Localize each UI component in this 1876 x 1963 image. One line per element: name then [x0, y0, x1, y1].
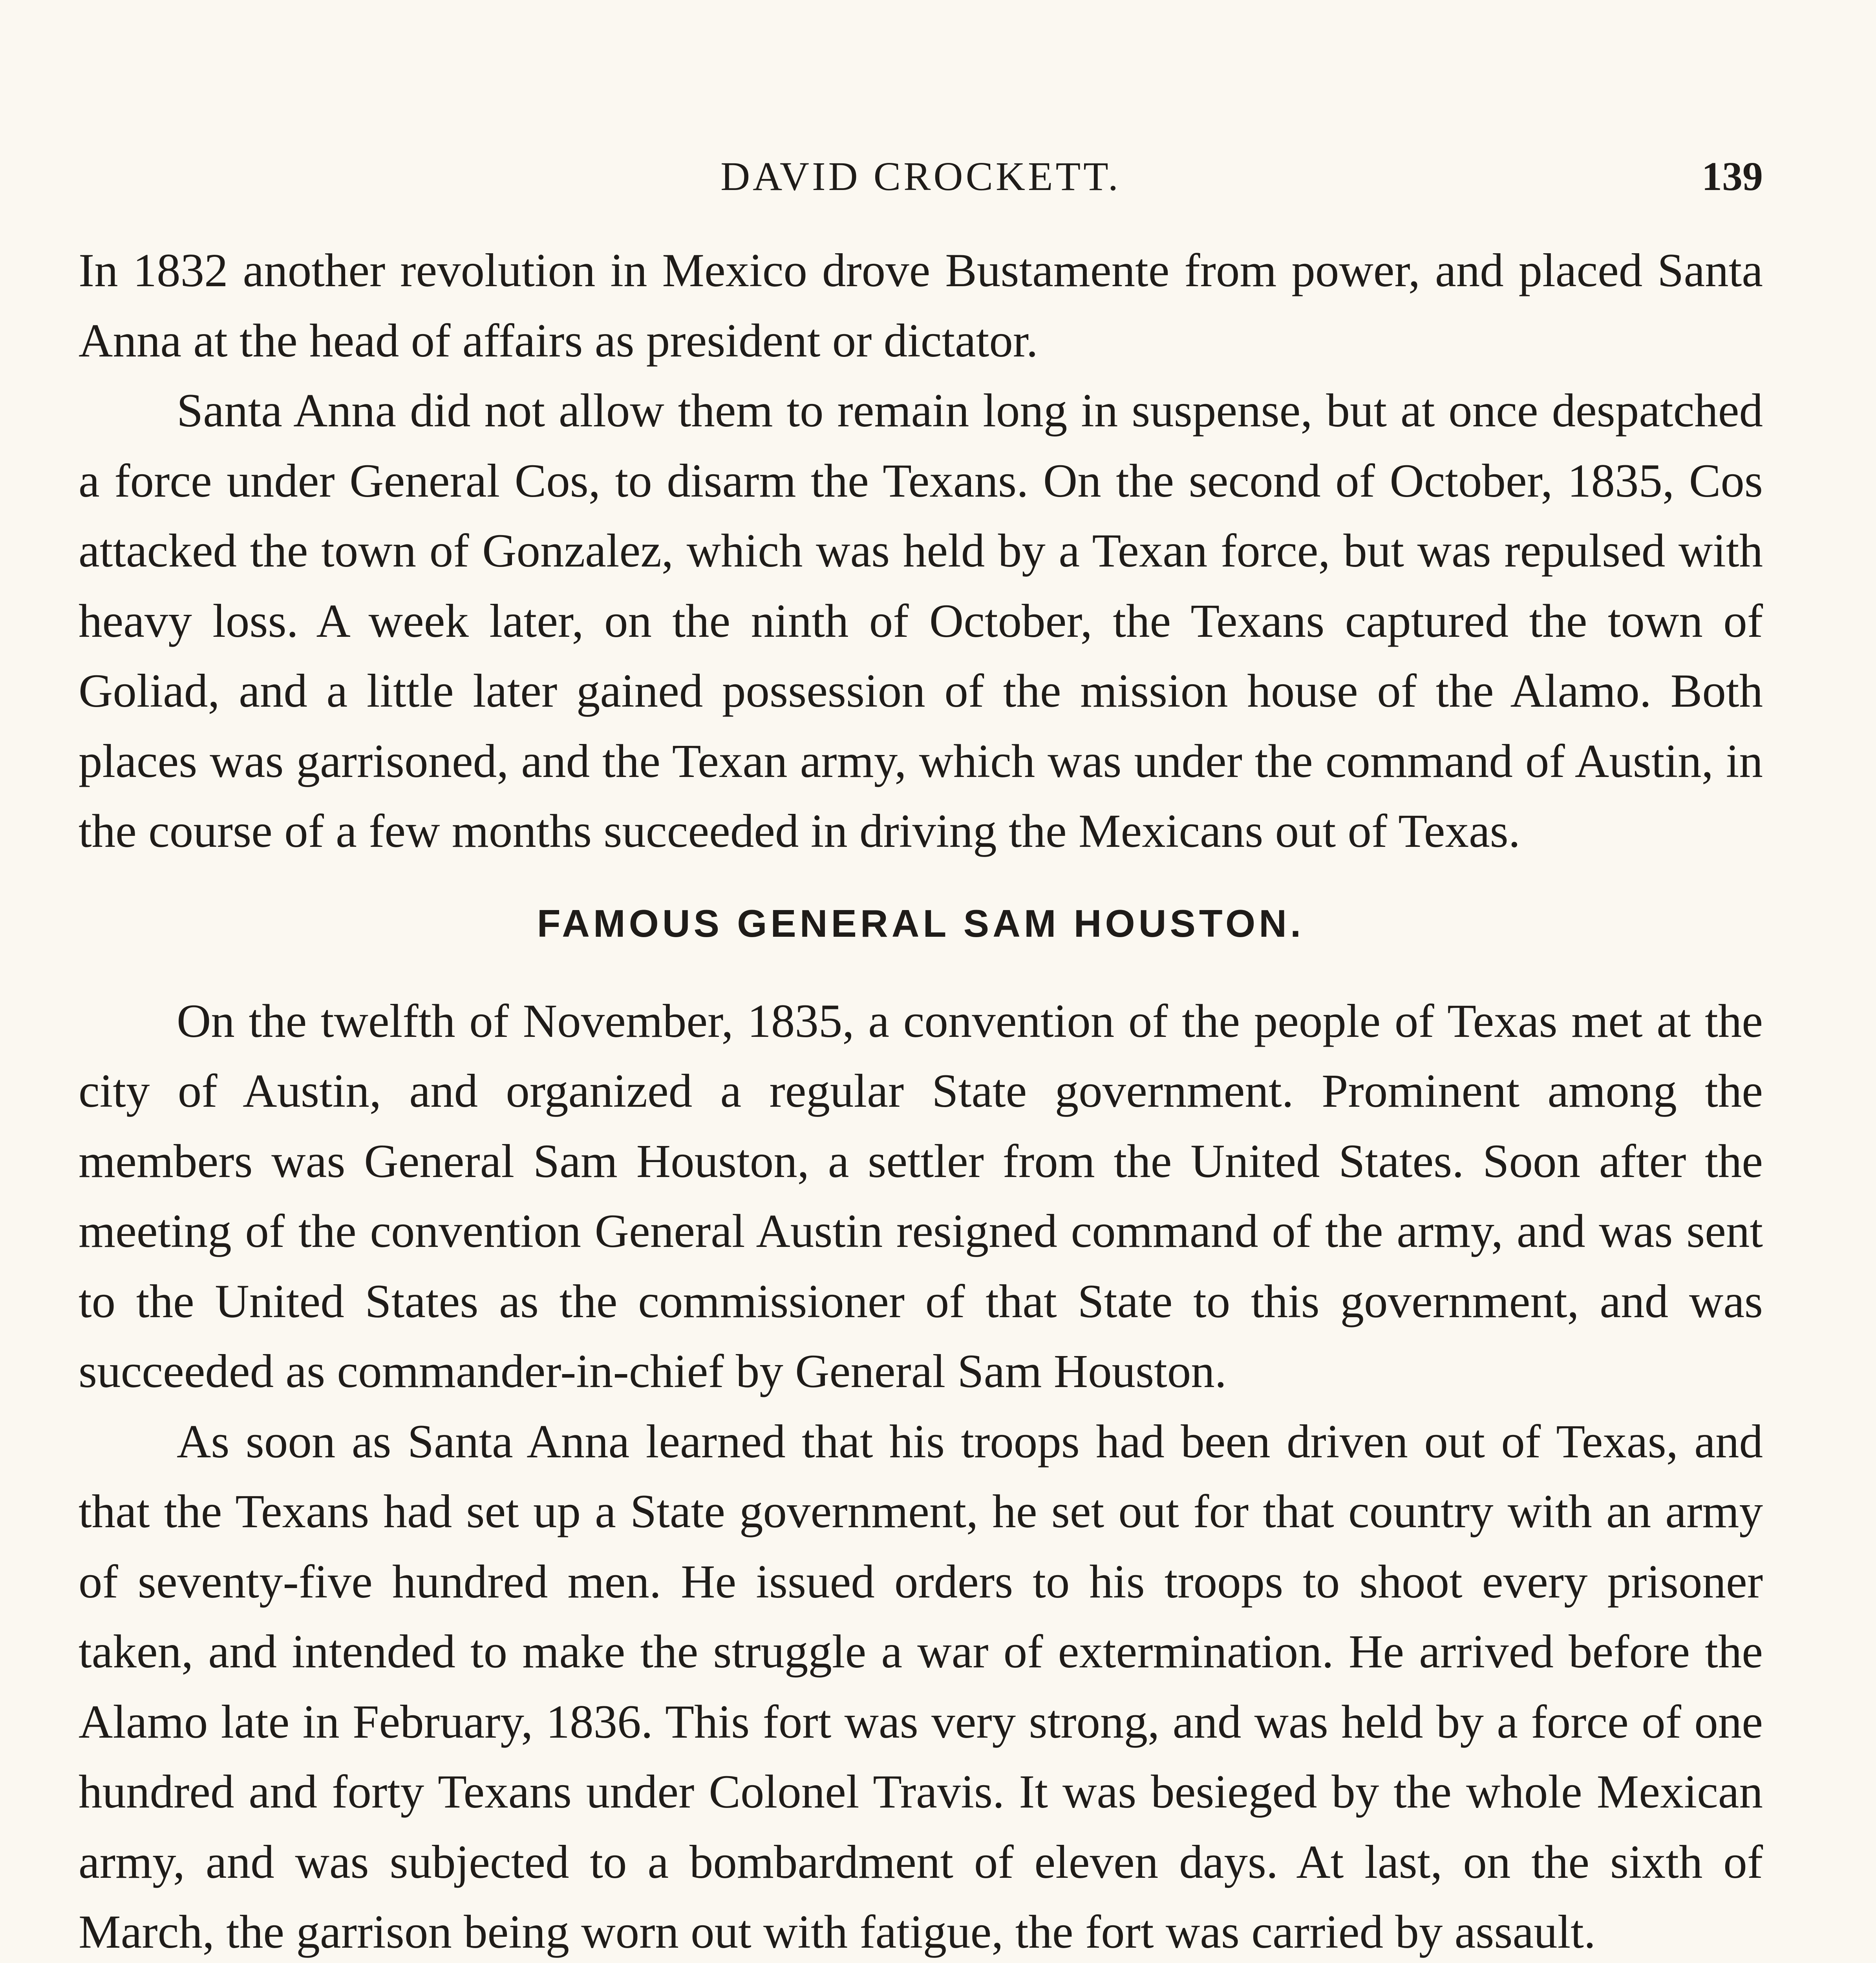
running-title: DAVID CROCKETT. [720, 154, 1121, 199]
paragraph-revolution: In 1832 another revolution in Mexico drove Bustamente from power, and placed Santa Anna at the head of affairs as president or dictator. [79, 244, 1763, 367]
page-number: 139 [1702, 154, 1763, 199]
paragraph-convention: On the twelfth of November, 1835, a convention of the people of Texas met at the city of Austin, and organized a regular State government. Prominent among the members was General Sam Houston, a settler from the United States. Soon after the meeting of the convention General Austin resigned command of the army, and was sent to the United States as the commissioner of that State to this government, and was succeeded as commander-in-chief by General Sam Houston. [79, 994, 1763, 1398]
paragraph-alamo-siege: As soon as Santa Anna learned that his troops had been driven out of Texas, and that the Texans had set up a State government, he set out for that country with an army of seventy-five hundred men. He issued orders to his troops to shoot every prisoner taken, and intended to make the struggle a war of extermination. He arrived before the Alamo late in February, 1836. This fort was very strong, and was held by a force of one hundred and forty Texans under Colonel Travis. It was besieged by the whole Mexican army, and was subjected to a bombardment of eleven days. At last, on the sixth of March, the garrison being worn out with fatigue, the fort was carried by assault. [79, 1415, 1763, 1958]
running-head [79, 151, 1763, 202]
paragraph-santa-anna-cos: Santa Anna did not allow them to remain long in suspense, but at once despatched a force under General Cos, to disarm the Texans. On the second of October, 1835, Cos attacked the town of Gonzalez, which was held by a Texan force, but was repulsed with heavy loss. A week later, on the ninth of October, the Texans captured the town of Goliad, and a little later gained possession of the mission house of the Alamo. Both places was garrisoned, and the Texan army, which was under the command of Austin, in the course of a few months succeeded in driving the Mexicans out of Texas. [79, 384, 1763, 857]
text-block [79, 236, 1763, 1963]
section-heading: FAMOUS GENERAL SAM HOUSTON. [537, 901, 1305, 945]
